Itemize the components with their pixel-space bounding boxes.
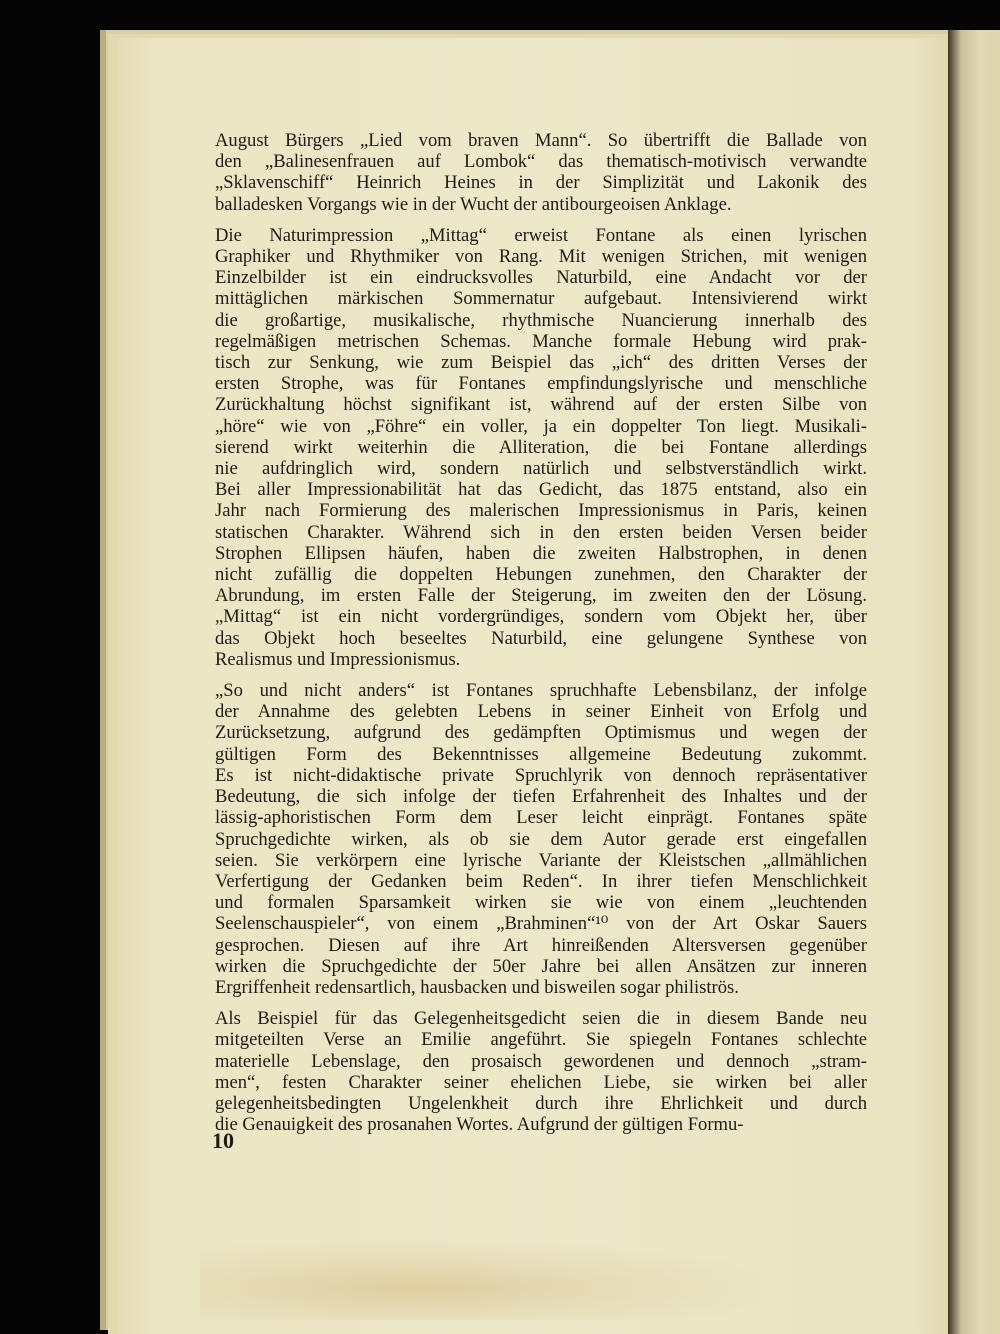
text-line: sierend wirkt weiterhin die Alliteration, die bei Fontane allerdings [215, 436, 867, 458]
text-line: Bedeutung, die sich infolge der tiefen Erfahrenheit des Inhaltes und der [215, 786, 867, 808]
text-line: seien. Sie verkörpern eine lyrische Variante der Kleistschen „allmählichen [215, 849, 867, 871]
text-line: men“, festen Charakter seiner ehelichen Liebe, sie wirken bei aller [215, 1071, 867, 1093]
text-line: Zurückhaltung höchst signifikant ist, während auf der ersten Silbe von [215, 394, 867, 416]
text-line: Es ist nicht-didaktische private Spruchlyrik von dennoch repräsentativer [215, 764, 867, 786]
text-line: August Bürgers „Lied vom braven Mann“. So übertrifft die Ballade von [215, 130, 867, 151]
text-line: „Sklavenschiff“ Heinrich Heines in der Simplizität und Lakonik des [215, 172, 867, 194]
text-line: lässig-aphoristischen Form dem Leser leicht einprägt. Fontanes späte [215, 807, 867, 829]
text-line: die großartige, musikalische, rhythmische Nuancierung innerhalb des [215, 309, 867, 331]
text-line: nicht zufällig die doppelten Hebungen zunehmen, den Charakter der [215, 564, 867, 586]
text-line: und formalen Sparsamkeit wirken sie wie von einem „leuchtenden [215, 892, 867, 914]
text-line: statischen Charakter. Während sich in den ersten beiden Versen beider [215, 521, 867, 543]
body-text [215, 130, 867, 1145]
page-number: 10 [212, 1128, 234, 1153]
text-line: materielle Lebenslage, den prosaisch gewordenen und dennoch „stram- [215, 1050, 867, 1072]
text-line: „höre“ wie von „Föhre“ ein voller, ja ein doppelter Ton liegt. Musikali- [215, 415, 867, 437]
text-line: gesprochen. Diesen auf ihre Art hinreißenden Altersversen gegenüber [215, 934, 867, 956]
text-line: Realismus und Impressionismus. [215, 648, 461, 670]
text-line: der Annahme des gelebten Lebens in seiner Einheit von Erfolg und [215, 701, 867, 723]
paragraph [215, 225, 867, 670]
text-line: nie aufdringlich wird, sondern natürlich und selbstverständlich wirkt. [215, 458, 867, 480]
text-line: „Mittag“ ist ein nicht vordergründiges, sondern vom Objekt her, über [215, 606, 867, 628]
text-line: Abrundung, im ersten Falle der Steigerung, im zweiten den der Lösung. [215, 585, 867, 607]
text-line: gelegenheitsbedingten Ungelenkheit durch ihre Ehrlichkeit und durch [215, 1092, 867, 1114]
water-stain [200, 1240, 760, 1320]
text-line: Ergriffenheit redensartlich, hausbacken und bisweilen sogar philiströs. [215, 976, 739, 998]
text-line: Strophen Ellipsen häufen, haben die zweiten Halbstrophen, in denen [215, 542, 867, 564]
text-line: regelmäßigen metrischen Schemas. Manche formale Hebung wird prak- [215, 330, 867, 352]
text-line: Graphiker und Rhythmiker von Rang. Mit wenigen Strichen, mit wenigen [215, 246, 867, 268]
text-line: gültigen Form des Bekenntnisses allgemeine Bedeutung zukommt. [215, 743, 867, 765]
text-line: Seelenschauspieler“, von einem „Brahminen“¹⁰ von der Art Oskar Sauers [215, 913, 867, 935]
text-line: Zurücksetzung, aufgrund des gedämpften Optimismus und wegen der [215, 722, 867, 744]
text-line: mitgeteilten Verse an Emilie angeführt. Sie spiegeln Fontanes schlechte [215, 1029, 867, 1051]
text-line: die Genauigkeit des prosanahen Wortes. Aufgrund der gültigen Formu- [215, 1114, 744, 1136]
text-line: Als Beispiel für das Gelegenheitsgedicht seien die in diesem Bande neu [215, 1008, 867, 1030]
text-line: Bei aller Impressionabilität hat das Gedicht, das 1875 entstand, also ein [215, 479, 867, 501]
facing-page-edge [948, 30, 1000, 1334]
text-line: Jahr nach Formierung des malerischen Impressionismus in Paris, keinen [215, 500, 867, 522]
text-line: Verfertigung der Gedanken beim Reden“. In ihrer tiefen Menschlichkeit [215, 870, 867, 892]
text-line: Spruchgedichte wirken, als ob sie dem Autor gerade erst eingefallen [215, 828, 867, 850]
text-line: das Objekt hoch beseeltes Naturbild, eine gelungene Synthese von [215, 627, 867, 649]
text-line: balladesken Vorgangs wie in der Wucht der antibourgeoisen Anklage. [215, 193, 732, 215]
text-line: Einzelbilder ist ein eindrucksvolles Naturbild, eine Andacht vor der [215, 267, 867, 289]
paragraph [215, 1008, 867, 1135]
text-line: tisch zur Senkung, wie zum Beispiel das „ich“ des dritten Verses der [215, 352, 867, 374]
text-line: ersten Strophe, was für Fontanes empfindungslyrische und menschliche [215, 373, 867, 395]
text-line: mittäglichen märkischen Sommernatur aufgebaut. Intensivierend wirkt [215, 288, 867, 310]
text-line: Die Naturimpression „Mittag“ erweist Fontane als einen lyrischen [215, 224, 867, 246]
text-line: den „Balinesenfrauen auf Lombok“ das thematisch-motivisch verwandte [215, 151, 867, 173]
text-line: „So und nicht anders“ ist Fontanes spruchhafte Lebensbilanz, der infolge [215, 680, 867, 702]
paragraph [215, 130, 867, 215]
paragraph [215, 680, 867, 998]
text-line: wirken die Spruchgedichte der 50er Jahre bei allen Ansätzen zur inneren [215, 955, 867, 977]
